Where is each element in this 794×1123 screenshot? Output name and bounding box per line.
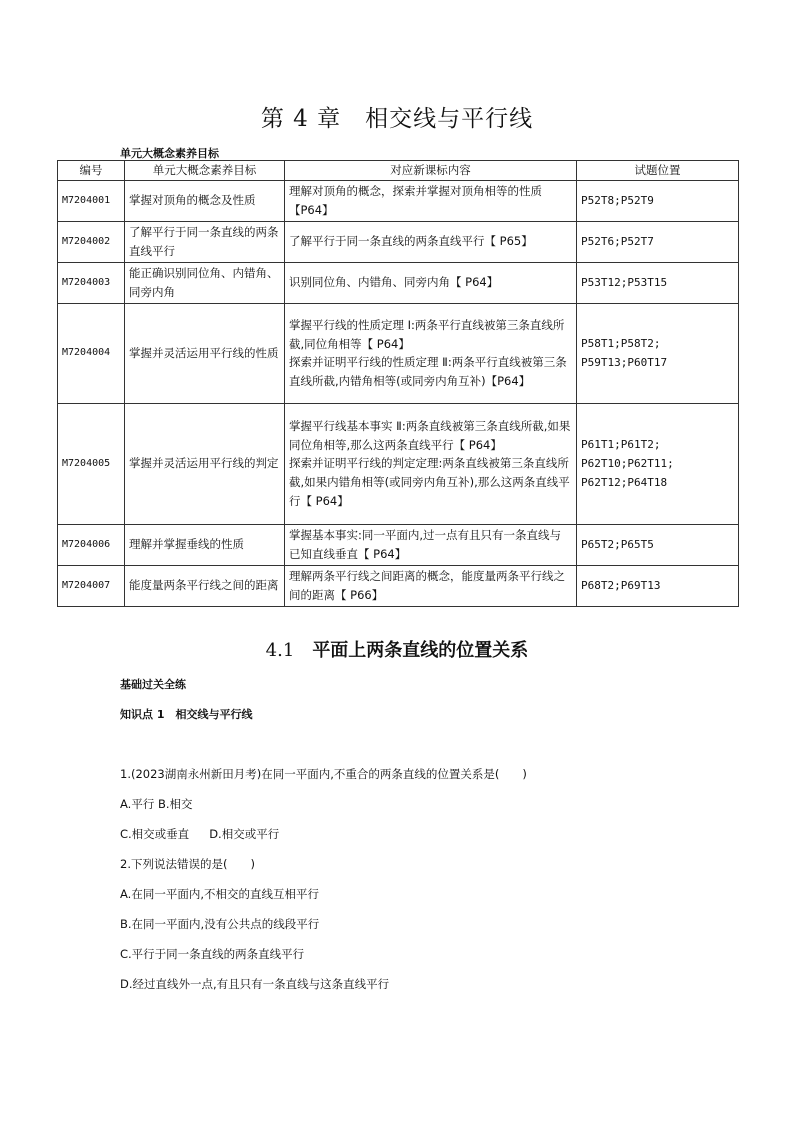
- cell-position: P52T6;P52T7: [577, 221, 739, 262]
- cell-goal: 掌握并灵活运用平行线的判定: [125, 403, 285, 524]
- section-number: 4.1: [265, 640, 295, 661]
- header-goal: 单元大概念素养目标: [125, 161, 285, 181]
- question-1-options-row-1: [120, 796, 193, 812]
- question-2-option-d: D.经过直线外一点,有且只有一条直线与这条直线平行: [120, 977, 390, 991]
- header-content: 对应新课标内容: [285, 161, 577, 181]
- table-row: [58, 303, 739, 403]
- cell-code: M7204003: [58, 262, 125, 303]
- cell-code: M7204005: [58, 403, 125, 524]
- table-row: [58, 565, 739, 606]
- chapter-title: 第 4 章 相交线与平行线: [260, 106, 534, 132]
- cell-content: 掌握基本事实:同一平面内,过一点有且只有一条直线与已知直线垂直【 P64】: [285, 524, 577, 565]
- cell-code: M7204001: [58, 180, 125, 221]
- cell-content: 掌握平行线的性质定理 Ⅰ:两条平行直线被第三条直线所截,同位角相等【 P64】 探索并证明平行线的性质定理 Ⅱ:两条平行直线被第三条直线所截,内错角相等(或同旁内角互补)【P64】: [285, 303, 577, 403]
- cell-position: P65T2;P65T5: [577, 524, 739, 565]
- knowledge-point-heading: 知识点 1 相交线与平行线: [120, 708, 253, 721]
- cell-position: P68T2;P69T13: [577, 565, 739, 606]
- header-position: 试题位置: [577, 161, 739, 181]
- cell-content: 识别同位角、内错角、同旁内角【 P64】: [285, 262, 577, 303]
- cell-position: P58T1;P58T2; P59T13;P60T17: [577, 303, 739, 403]
- question-2-option-a: A.在同一平面内,不相交的直线互相平行: [120, 887, 319, 901]
- question-2-option-c: C.平行于同一条直线的两条直线平行: [120, 947, 305, 961]
- cell-goal: 理解并掌握垂线的性质: [125, 524, 285, 565]
- cell-goal: 了解平行于同一条直线的两条直线平行: [125, 221, 285, 262]
- cell-code: M7204007: [58, 565, 125, 606]
- cell-goal: 能度量两条平行线之间的距离: [125, 565, 285, 606]
- cell-goal: 能正确识别同位角、内错角、同旁内角: [125, 262, 285, 303]
- cell-position: P61T1;P61T2; P62T10;P62T11; P62T12;P64T18: [577, 403, 739, 524]
- table-row: [58, 403, 739, 524]
- practice-heading: 基础过关全练: [120, 678, 186, 691]
- cell-goal: 掌握对顶角的概念及性质: [125, 180, 285, 221]
- table-row: [58, 524, 739, 565]
- table-row: [58, 221, 739, 262]
- cell-goal: 掌握并灵活运用平行线的性质: [125, 303, 285, 403]
- cell-position: P52T8;P52T9: [577, 180, 739, 221]
- table-caption: 单元大概念素养目标: [120, 147, 219, 160]
- literacy-goals-table: [57, 160, 739, 607]
- cell-code: M7204006: [58, 524, 125, 565]
- cell-code: M7204002: [58, 221, 125, 262]
- table-header-row: [58, 161, 739, 181]
- section-title: [0, 636, 794, 662]
- cell-content: 掌握平行线基本事实 Ⅱ:两条直线被第三条直线所截,如果同位角相等,那么这两条直线平行【 P64】 探索并证明平行线的判定定理:两条直线被第三条直线所截,如果内错角相等(或同旁内角互补),那么这两条直线平行【 P64】: [285, 403, 577, 524]
- table-row: [58, 180, 739, 221]
- header-code: 编号: [58, 161, 125, 181]
- cell-content: 理解对顶角的概念，探索并掌握对顶角相等的性质【P64】: [285, 180, 577, 221]
- cell-content: 理解两条平行线之间距离的概念，能度量两条平行线之间的距离【 P66】: [285, 565, 577, 606]
- cell-position: P53T12;P53T15: [577, 262, 739, 303]
- option-d: D.相交或平行: [209, 827, 280, 841]
- option-c: C.相交或垂直: [120, 827, 190, 841]
- option-b: B.相交: [157, 797, 193, 811]
- section-title-text: 平面上两条直线的位置关系: [312, 640, 529, 661]
- question-2-option-b: B.在同一平面内,没有公共点的线段平行: [120, 917, 320, 931]
- cell-code: M7204004: [58, 303, 125, 403]
- question-1-options-row-2: [120, 826, 279, 842]
- table-row: [58, 262, 739, 303]
- option-a: A.平行: [120, 797, 155, 811]
- question-2-stem: 2.下列说法错误的是( ): [120, 857, 255, 871]
- cell-content: 了解平行于同一条直线的两条直线平行【 P65】: [285, 221, 577, 262]
- question-1-stem: 1.(2023湖南永州新田月考)在同一平面内,不重合的两条直线的位置关系是( ): [120, 767, 527, 781]
